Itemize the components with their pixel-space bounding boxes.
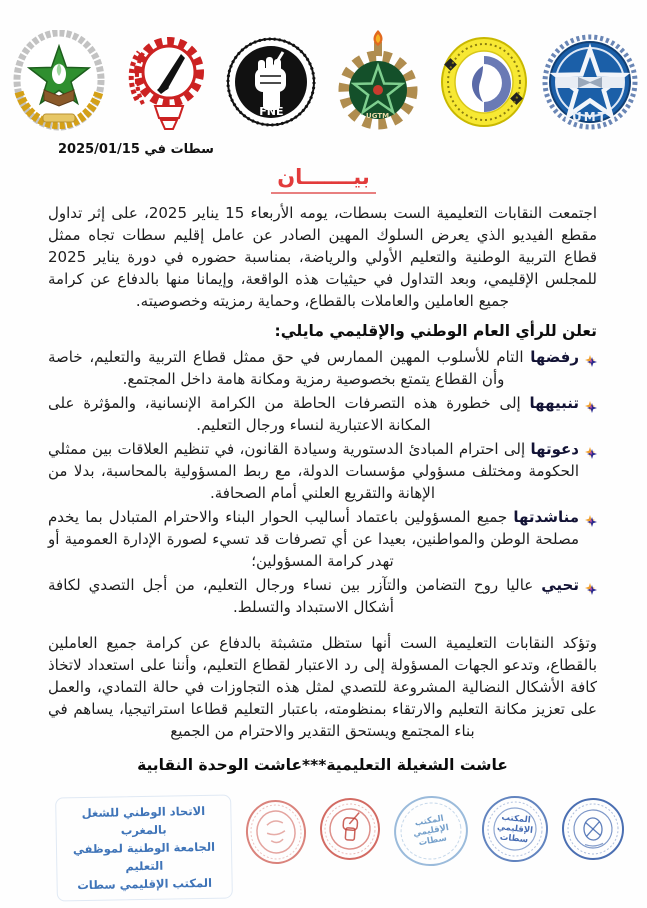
sparkle-bullet-icon [585,351,597,373]
intro-paragraph: اجتمعت النقابات التعليمية الست بسطات، يومه الأربعاء 15 يناير 2025، على إثر تداول مقطع الفيديو الذي يعرض السلوك المهين الصادر عن عامل إقليم سطات تجاه ممثل قطاع التربية الوطنية والتعليم الأولي والرياضة، بمناسبة حضوره في دورة يناير 2025 للمجلس الإقليمي، وبعد التداول في حيثيات هذه الواقعة، وإيمانا منها بالدفاع عن كرامة جميع العاملين والعاملات بالقطاع، وحماية رمزيته وخصوصيته. [48,204,598,310]
sparkle-bullet-icon [585,397,597,419]
umt-logo-text: UMT [572,110,608,124]
blue-seal-emblem [560,796,626,862]
title-wrap [0,165,647,194]
date-place-line: سطات في 2025/01/15 [58,142,214,157]
document-body [0,202,647,774]
fne-logo-text: FNE [259,105,284,118]
bullet-warning [48,392,597,436]
sparkle-bullet-icon [585,579,597,601]
declaration-heading: تعلن للرأي العام الوطني والإقليمي مايلي: [274,322,597,340]
red-federation-logo-icon [116,28,214,136]
seal-center-text: المكتب الإقليمي سطات [496,812,534,846]
stamps-row [0,774,647,900]
fne-logo-icon [222,28,320,136]
sparkle-bullet-icon [585,443,597,465]
ugtm-logo-icon [329,28,427,136]
bullet-call-respect-law [48,438,597,504]
text-stamp-line3: المكتب الإقليمي سطات [77,875,213,893]
closing-paragraph: وتؤكد النقابات التعليمية الست أنها ستظل متشبثة بالدفاع عن كرامة جميع العاملين بالقطاع، وتدعو الجهات المسؤولة إلى رد الاعتبار لقطاع التعليم، وأننا على استعداد لاتخاذ كافة الأشكال النضالية المشروعة للتصدي لمثل هذه التجاوزات في حالة التمادي، والعمل على تعزيز مكانة التعليم والارتقاء بمنظومته، باعتبار التعليم قطاعا استراتيجيا، يساهم في بناء المجتمع ويستحق التقدير والاحترام من الجميع [48,634,597,740]
bullet-rejection [48,346,597,390]
untm-logo-icon [10,28,108,136]
union-logos-row [0,0,647,138]
text-stamp-line2: الجامعة الوطنية لموظفي التعليم [72,839,216,874]
light-blue-seal-office [388,790,473,872]
bullet-lead-word: تنبيهها [529,394,579,412]
bullet-text: التام للأسلوب المهين الممارس في حق ممثل قطاع التربية والتعليم، خاصة وأن القطاع يتمتع بخصوصية رمزية ومكانة هامة داخل المجتمع. [48,348,531,388]
bullet-lead-word: رفضها [530,348,579,366]
bullet-lead-word: مناشدتها [513,508,579,526]
closing-slogan: عاشت الشغيلة التعليمية***عاشت الوحدة النقابية [137,756,508,774]
ugtm-logo-text: UGTM [366,112,390,120]
red-seal-fist [318,796,382,862]
seal-center-text: المكتب الإقليمي سطات [412,813,450,849]
bullet-salute-solidarity [48,574,597,618]
bullet-lead-word: تحيي [541,576,579,594]
bullet-text: إلى احترام المبادئ الدستورية وسيادة القانون، في تنظيم العلاقات بين ممثلي الحكومة ومختلف مسؤولي مؤسسات الدولة، مع ربط المسؤولية بالمحاسبة، بدلا من الإهانة والتقريع العلني أمام الصحافة. [48,440,579,502]
text-stamp-line1: الاتحاد الوطني للشغل بالمغرب [81,803,206,838]
bullet-text: عاليا روح التضامن والتآزر بين نساء ورجال التعليم، من أجل التصدي لكافة أشكال الاستبداد والتسلط. [48,576,542,616]
bullet-text: جميع المسؤولين باعتماد أساليب الحوار البناء والاحترام المتبادل بما يخدم مصلحة الوطن والمواطنين، بعيدا عن أي تصرفات قد تسيء لصورة الإدارة العمومية أو تهدر كرامة المسؤولين؛ [48,508,579,570]
bullet-appeal-officials [48,506,597,572]
document-title: بيـــــــان [271,165,376,194]
sparkle-bullet-icon [585,511,597,533]
bullet-text: إلى خطورة هذه التصرفات الحاطة من الكرامة الإنسانية، والمؤثرة على المكانة الاعتبارية لنساء ورجال التعليم. [48,394,530,434]
untm-text-stamp [55,794,233,901]
bullet-lead-word: دعوتها [530,440,579,458]
blue-seal-office [479,793,552,866]
cdt-logo-icon [435,28,533,136]
red-seal-1 [242,796,310,868]
umt-logo-icon [541,28,639,136]
